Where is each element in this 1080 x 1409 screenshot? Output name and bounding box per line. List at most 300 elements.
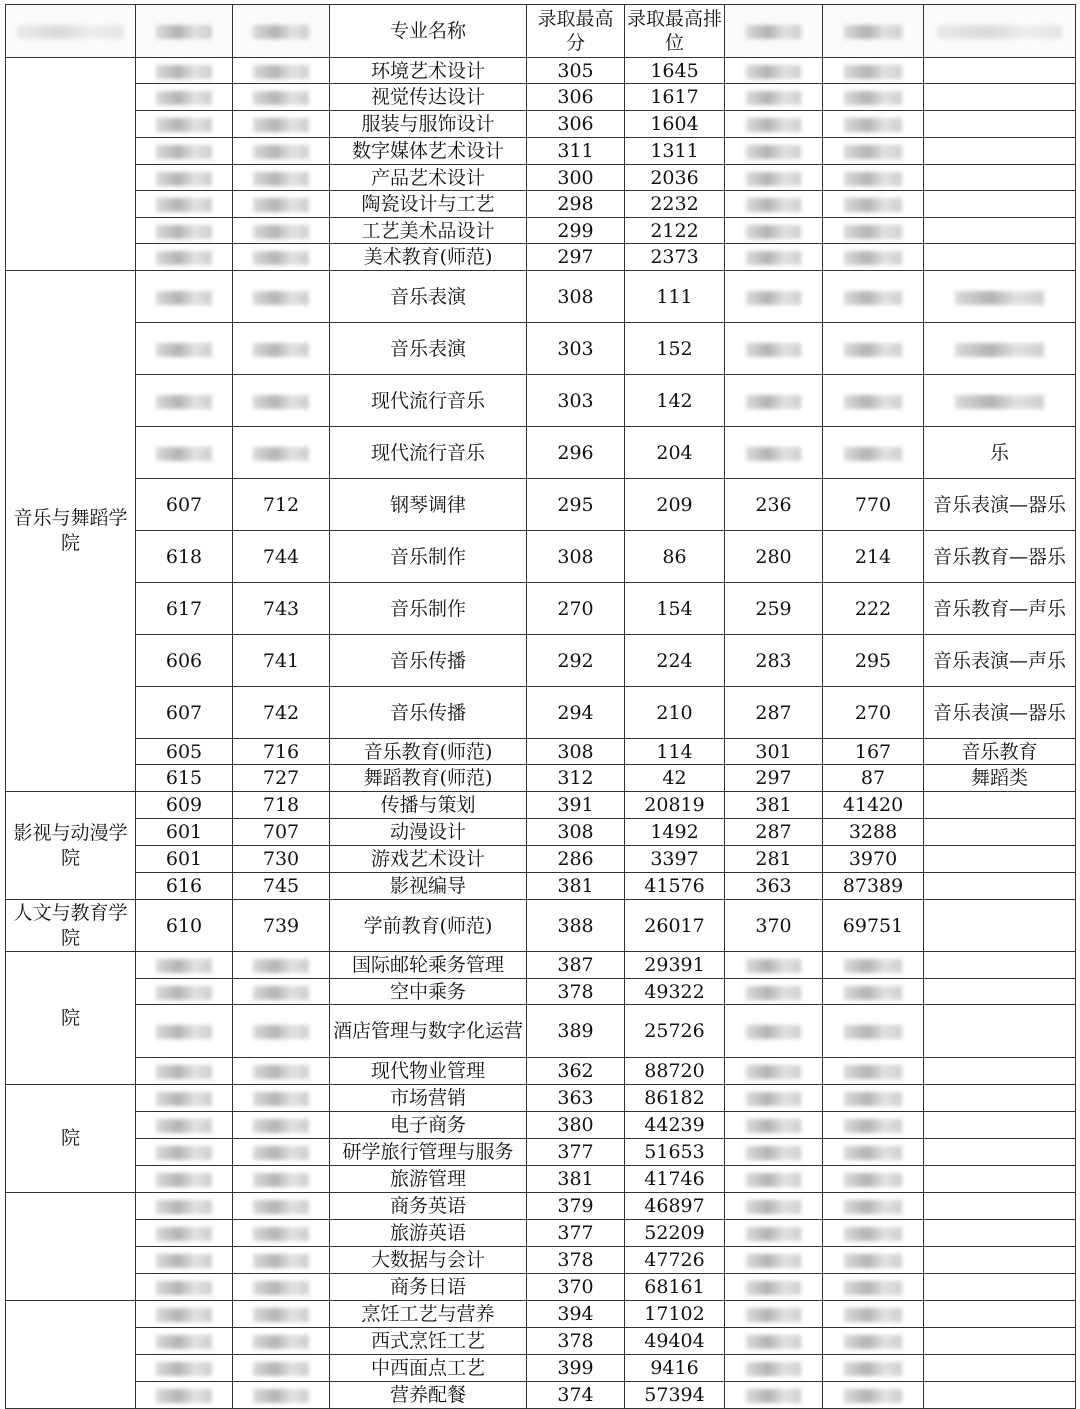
category-cell-empty	[924, 819, 1076, 846]
table-row	[6, 1355, 1076, 1382]
max-rank-cell: 44239	[625, 1112, 725, 1139]
min-rank-cell-blurred	[823, 1112, 924, 1139]
code2-cell-blurred	[233, 1355, 330, 1382]
table-row	[6, 138, 1076, 165]
category-cell: 音乐教育—器乐	[924, 531, 1076, 583]
min-score-cell: 301	[725, 739, 823, 765]
table-row	[6, 479, 1076, 531]
table-row	[6, 873, 1076, 900]
max-score-cell: 370	[527, 1274, 625, 1301]
max-score-cell: 308	[527, 739, 625, 765]
category-cell-blurred	[924, 271, 1076, 323]
min-score-cell-blurred	[725, 244, 823, 271]
max-score-cell: 308	[527, 819, 625, 846]
min-score-cell-blurred	[725, 1112, 823, 1139]
min-rank-cell-blurred	[823, 111, 924, 138]
code2-cell: 707	[233, 819, 330, 846]
header-max-score: 录取最高分	[527, 5, 625, 58]
max-rank-cell: 51653	[625, 1139, 725, 1166]
code2-cell-blurred	[233, 1085, 330, 1112]
min-rank-cell: 87	[823, 765, 924, 792]
max-score-cell: 303	[527, 375, 625, 427]
category-cell: 音乐表演—器乐	[924, 479, 1076, 531]
table-row	[6, 111, 1076, 138]
table-row	[6, 739, 1076, 765]
table-row	[6, 1274, 1076, 1301]
code1-cell-blurred	[136, 323, 233, 375]
min-rank-cell: 222	[823, 583, 924, 635]
min-rank-cell: 295	[823, 635, 924, 687]
code2-cell: 739	[233, 900, 330, 952]
code1-cell-blurred	[136, 1247, 233, 1274]
max-rank-cell: 114	[625, 739, 725, 765]
max-score-cell: 377	[527, 1220, 625, 1247]
max-rank-cell: 41746	[625, 1166, 725, 1193]
major-name-cell: 现代物业管理	[330, 1058, 527, 1085]
category-cell-empty	[924, 1355, 1076, 1382]
major-name-cell: 舞蹈教育(师范)	[330, 765, 527, 792]
header-min-rank-blurred	[823, 5, 924, 58]
table-row	[6, 244, 1076, 271]
min-score-cell-blurred	[725, 427, 823, 479]
college-name: 院	[6, 952, 136, 1085]
min-score-cell-blurred	[725, 1247, 823, 1274]
min-score-cell: 297	[725, 765, 823, 792]
header-category-blurred	[924, 5, 1076, 58]
code1-cell-blurred	[136, 1355, 233, 1382]
table-row	[6, 1220, 1076, 1247]
min-rank-cell-blurred	[823, 427, 924, 479]
max-rank-cell: 1645	[625, 58, 725, 84]
min-score-cell: 287	[725, 687, 823, 739]
max-rank-cell: 1617	[625, 84, 725, 111]
code2-cell-blurred	[233, 1220, 330, 1247]
min-rank-cell-blurred	[823, 1166, 924, 1193]
code1-cell-blurred	[136, 1274, 233, 1301]
max-rank-cell: 2232	[625, 191, 725, 218]
category-cell-empty	[924, 873, 1076, 900]
college-name: 人文与教育学院	[6, 900, 136, 952]
min-score-cell-blurred	[725, 979, 823, 1005]
table-row	[6, 1193, 1076, 1220]
table-row	[6, 375, 1076, 427]
code2-cell-blurred	[233, 427, 330, 479]
code1-cell-blurred	[136, 138, 233, 165]
major-name-cell: 传播与策划	[330, 792, 527, 819]
code2-cell: 718	[233, 792, 330, 819]
max-rank-cell: 3397	[625, 846, 725, 873]
code2-cell: 712	[233, 479, 330, 531]
max-rank-cell: 86182	[625, 1085, 725, 1112]
major-name-cell: 现代流行音乐	[330, 427, 527, 479]
code2-cell-blurred	[233, 323, 330, 375]
major-name-cell: 音乐制作	[330, 531, 527, 583]
min-rank-cell: 167	[823, 739, 924, 765]
code2-cell-blurred	[233, 1166, 330, 1193]
max-rank-cell: 111	[625, 271, 725, 323]
major-name-cell: 旅游英语	[330, 1220, 527, 1247]
code2-cell-blurred	[233, 1382, 330, 1409]
min-rank-cell: 3970	[823, 846, 924, 873]
code2-cell-blurred	[233, 191, 330, 218]
min-rank-cell-blurred	[823, 58, 924, 84]
min-rank-cell: 69751	[823, 900, 924, 952]
max-score-cell: 388	[527, 900, 625, 952]
max-rank-cell: 1311	[625, 138, 725, 165]
code1-cell: 616	[136, 873, 233, 900]
category-cell-empty	[924, 165, 1076, 191]
code2-cell-blurred	[233, 979, 330, 1005]
header-row	[6, 5, 1076, 58]
code2-cell-blurred	[233, 1005, 330, 1058]
code2-cell: 727	[233, 765, 330, 792]
code2-cell: 741	[233, 635, 330, 687]
min-rank-cell-blurred	[823, 1220, 924, 1247]
max-rank-cell: 152	[625, 323, 725, 375]
min-score-cell: 281	[725, 846, 823, 873]
max-score-cell: 306	[527, 84, 625, 111]
major-name-cell: 游戏艺术设计	[330, 846, 527, 873]
table-row	[6, 531, 1076, 583]
max-rank-cell: 88720	[625, 1058, 725, 1085]
category-cell-empty	[924, 1193, 1076, 1220]
max-rank-cell: 57394	[625, 1382, 725, 1409]
major-name-cell: 市场营销	[330, 1085, 527, 1112]
max-score-cell: 308	[527, 271, 625, 323]
code1-cell: 601	[136, 819, 233, 846]
max-rank-cell: 41576	[625, 873, 725, 900]
min-rank-cell-blurred	[823, 323, 924, 375]
code1-cell: 606	[136, 635, 233, 687]
category-cell-empty	[924, 244, 1076, 271]
table-row	[6, 271, 1076, 323]
min-score-cell-blurred	[725, 191, 823, 218]
category-cell: 音乐表演—器乐	[924, 687, 1076, 739]
min-score-cell: 363	[725, 873, 823, 900]
major-name-cell: 大数据与会计	[330, 1247, 527, 1274]
min-score-cell-blurred	[725, 952, 823, 979]
min-rank-cell-blurred	[823, 191, 924, 218]
code2-cell: 744	[233, 531, 330, 583]
code1-cell-blurred	[136, 1112, 233, 1139]
category-cell-empty	[924, 1112, 1076, 1139]
code2-cell-blurred	[233, 165, 330, 191]
major-name-cell: 服装与服饰设计	[330, 111, 527, 138]
table-row	[6, 1301, 1076, 1328]
category-cell: 音乐教育	[924, 739, 1076, 765]
code1-cell-blurred	[136, 1328, 233, 1355]
code1-cell: 617	[136, 583, 233, 635]
max-score-cell: 374	[527, 1382, 625, 1409]
max-rank-cell: 47726	[625, 1247, 725, 1274]
min-rank-cell-blurred	[823, 244, 924, 271]
table-row	[6, 427, 1076, 479]
category-cell: 乐	[924, 427, 1076, 479]
min-score-cell-blurred	[725, 1166, 823, 1193]
admission-table-sheet	[5, 4, 1075, 1406]
code2-cell: 716	[233, 739, 330, 765]
table-row	[6, 846, 1076, 873]
max-rank-cell: 210	[625, 687, 725, 739]
min-rank-cell: 3288	[823, 819, 924, 846]
major-name-cell: 音乐表演	[330, 271, 527, 323]
max-score-cell: 305	[527, 58, 625, 84]
table-row	[6, 583, 1076, 635]
min-score-cell-blurred	[725, 1301, 823, 1328]
max-score-cell: 296	[527, 427, 625, 479]
max-score-cell: 362	[527, 1058, 625, 1085]
code1-cell: 610	[136, 900, 233, 952]
table-row	[6, 900, 1076, 952]
major-name-cell: 动漫设计	[330, 819, 527, 846]
code2-cell-blurred	[233, 1112, 330, 1139]
category-cell-empty	[924, 1139, 1076, 1166]
max-score-cell: 298	[527, 191, 625, 218]
admission-table	[5, 4, 1076, 1409]
max-rank-cell: 25726	[625, 1005, 725, 1058]
code2-cell-blurred	[233, 1328, 330, 1355]
code1-cell-blurred	[136, 111, 233, 138]
code2-cell-blurred	[233, 1301, 330, 1328]
max-score-cell: 286	[527, 846, 625, 873]
category-cell-empty	[924, 1005, 1076, 1058]
major-name-cell: 音乐传播	[330, 687, 527, 739]
max-score-cell: 394	[527, 1301, 625, 1328]
max-score-cell: 303	[527, 323, 625, 375]
max-rank-cell: 204	[625, 427, 725, 479]
min-score-cell: 283	[725, 635, 823, 687]
major-name-cell: 环境艺术设计	[330, 58, 527, 84]
category-cell-empty	[924, 979, 1076, 1005]
min-score-cell-blurred	[725, 271, 823, 323]
header-major-name: 专业名称	[330, 5, 527, 58]
table-row	[6, 218, 1076, 244]
code1-cell: 607	[136, 687, 233, 739]
code1-cell: 601	[136, 846, 233, 873]
category-cell-empty	[924, 1301, 1076, 1328]
max-rank-cell: 224	[625, 635, 725, 687]
min-score-cell-blurred	[725, 138, 823, 165]
max-rank-cell: 2036	[625, 165, 725, 191]
header-min-score-blurred	[725, 5, 823, 58]
table-row	[6, 635, 1076, 687]
min-score-cell-blurred	[725, 323, 823, 375]
min-rank-cell-blurred	[823, 1382, 924, 1409]
major-name-cell: 影视编导	[330, 873, 527, 900]
major-name-cell: 学前教育(师范)	[330, 900, 527, 952]
min-score-cell-blurred	[725, 1139, 823, 1166]
table-row	[6, 1166, 1076, 1193]
code1-cell: 607	[136, 479, 233, 531]
min-rank-cell-blurred	[823, 1274, 924, 1301]
major-name-cell: 空中乘务	[330, 979, 527, 1005]
code1-cell-blurred	[136, 58, 233, 84]
major-name-cell: 营养配餐	[330, 1382, 527, 1409]
code2-cell-blurred	[233, 271, 330, 323]
header-code1-blurred	[136, 5, 233, 58]
code1-cell-blurred	[136, 1139, 233, 1166]
major-name-cell: 音乐表演	[330, 323, 527, 375]
category-cell-empty	[924, 1085, 1076, 1112]
major-name-cell: 研学旅行管理与服务	[330, 1139, 527, 1166]
code1-cell-blurred	[136, 1220, 233, 1247]
code2-cell-blurred	[233, 138, 330, 165]
code2-cell-blurred	[233, 1247, 330, 1274]
category-cell-empty	[924, 792, 1076, 819]
code2-cell-blurred	[233, 58, 330, 84]
max-rank-cell: 29391	[625, 952, 725, 979]
code2-cell-blurred	[233, 1274, 330, 1301]
table-row	[6, 819, 1076, 846]
max-score-cell: 391	[527, 792, 625, 819]
table-row	[6, 165, 1076, 191]
min-score-cell: 259	[725, 583, 823, 635]
min-rank-cell-blurred	[823, 979, 924, 1005]
table-row	[6, 1247, 1076, 1274]
min-rank-cell-blurred	[823, 1301, 924, 1328]
category-cell-empty	[924, 1166, 1076, 1193]
code1-cell-blurred	[136, 191, 233, 218]
min-score-cell: 280	[725, 531, 823, 583]
code1-cell-blurred	[136, 1005, 233, 1058]
min-rank-cell: 214	[823, 531, 924, 583]
min-score-cell-blurred	[725, 1085, 823, 1112]
max-score-cell: 306	[527, 111, 625, 138]
max-score-cell: 295	[527, 479, 625, 531]
code1-cell-blurred	[136, 1085, 233, 1112]
table-row	[6, 84, 1076, 111]
max-score-cell: 381	[527, 873, 625, 900]
min-rank-cell-blurred	[823, 1355, 924, 1382]
code1-cell-blurred	[136, 84, 233, 111]
code1-cell-blurred	[136, 427, 233, 479]
table-row	[6, 191, 1076, 218]
major-name-cell: 工艺美术品设计	[330, 218, 527, 244]
major-name-cell: 陶瓷设计与工艺	[330, 191, 527, 218]
major-name-cell: 旅游管理	[330, 1166, 527, 1193]
code2-cell-blurred	[233, 952, 330, 979]
max-rank-cell: 20819	[625, 792, 725, 819]
max-score-cell: 308	[527, 531, 625, 583]
college-name: 影视与动漫学院	[6, 792, 136, 900]
category-cell-empty	[924, 952, 1076, 979]
max-rank-cell: 86	[625, 531, 725, 583]
min-rank-cell-blurred	[823, 375, 924, 427]
category-cell-empty	[924, 191, 1076, 218]
table-row	[6, 979, 1076, 1005]
max-score-cell: 378	[527, 979, 625, 1005]
code2-cell-blurred	[233, 111, 330, 138]
major-name-cell: 音乐教育(师范)	[330, 739, 527, 765]
category-cell-empty	[924, 846, 1076, 873]
max-rank-cell: 68161	[625, 1274, 725, 1301]
min-rank-cell: 270	[823, 687, 924, 739]
min-rank-cell-blurred	[823, 1085, 924, 1112]
max-score-cell: 380	[527, 1112, 625, 1139]
major-name-cell: 钢琴调律	[330, 479, 527, 531]
code2-cell: 742	[233, 687, 330, 739]
min-score-cell-blurred	[725, 1382, 823, 1409]
code1-cell: 605	[136, 739, 233, 765]
min-rank-cell-blurred	[823, 84, 924, 111]
code1-cell-blurred	[136, 375, 233, 427]
max-score-cell: 292	[527, 635, 625, 687]
min-score-cell-blurred	[725, 84, 823, 111]
min-score-cell-blurred	[725, 1193, 823, 1220]
max-score-cell: 297	[527, 244, 625, 271]
max-score-cell: 389	[527, 1005, 625, 1058]
code2-cell-blurred	[233, 1193, 330, 1220]
college-name	[6, 1193, 136, 1301]
max-score-cell: 387	[527, 952, 625, 979]
code1-cell-blurred	[136, 1382, 233, 1409]
max-rank-cell: 154	[625, 583, 725, 635]
min-score-cell-blurred	[725, 375, 823, 427]
category-cell-empty	[924, 1058, 1076, 1085]
category-cell-empty	[924, 1328, 1076, 1355]
max-score-cell: 312	[527, 765, 625, 792]
max-score-cell: 377	[527, 1139, 625, 1166]
max-rank-cell: 17102	[625, 1301, 725, 1328]
major-name-cell: 国际邮轮乘务管理	[330, 952, 527, 979]
code2-cell-blurred	[233, 218, 330, 244]
min-rank-cell: 770	[823, 479, 924, 531]
code1-cell: 609	[136, 792, 233, 819]
category-cell-empty	[924, 138, 1076, 165]
code1-cell-blurred	[136, 271, 233, 323]
max-score-cell: 311	[527, 138, 625, 165]
min-rank-cell-blurred	[823, 165, 924, 191]
major-name-cell: 电子商务	[330, 1112, 527, 1139]
major-name-cell: 烹饪工艺与营养	[330, 1301, 527, 1328]
category-cell-empty	[924, 900, 1076, 952]
min-rank-cell-blurred	[823, 218, 924, 244]
max-score-cell: 294	[527, 687, 625, 739]
category-cell-empty	[924, 1274, 1076, 1301]
max-rank-cell: 2373	[625, 244, 725, 271]
max-rank-cell: 209	[625, 479, 725, 531]
min-score-cell-blurred	[725, 165, 823, 191]
min-rank-cell-blurred	[823, 1193, 924, 1220]
min-rank-cell-blurred	[823, 1328, 924, 1355]
category-cell-empty	[924, 84, 1076, 111]
code2-cell: 730	[233, 846, 330, 873]
table-row	[6, 687, 1076, 739]
min-score-cell-blurred	[725, 1328, 823, 1355]
category-cell: 音乐教育—声乐	[924, 583, 1076, 635]
max-score-cell: 399	[527, 1355, 625, 1382]
max-score-cell: 270	[527, 583, 625, 635]
table-row	[6, 765, 1076, 792]
college-name	[6, 1301, 136, 1409]
major-name-cell: 酒店管理与数字化运营	[330, 1005, 527, 1058]
code1-cell-blurred	[136, 244, 233, 271]
max-score-cell: 378	[527, 1328, 625, 1355]
major-name-cell: 现代流行音乐	[330, 375, 527, 427]
code1-cell-blurred	[136, 952, 233, 979]
min-score-cell-blurred	[725, 111, 823, 138]
max-score-cell: 363	[527, 1085, 625, 1112]
min-score-cell-blurred	[725, 1058, 823, 1085]
min-score-cell-blurred	[725, 1220, 823, 1247]
min-rank-cell: 41420	[823, 792, 924, 819]
category-cell-empty	[924, 218, 1076, 244]
category-cell-blurred	[924, 375, 1076, 427]
major-name-cell: 美术教育(师范)	[330, 244, 527, 271]
major-name-cell: 音乐制作	[330, 583, 527, 635]
max-rank-cell: 9416	[625, 1355, 725, 1382]
code2-cell-blurred	[233, 1058, 330, 1085]
